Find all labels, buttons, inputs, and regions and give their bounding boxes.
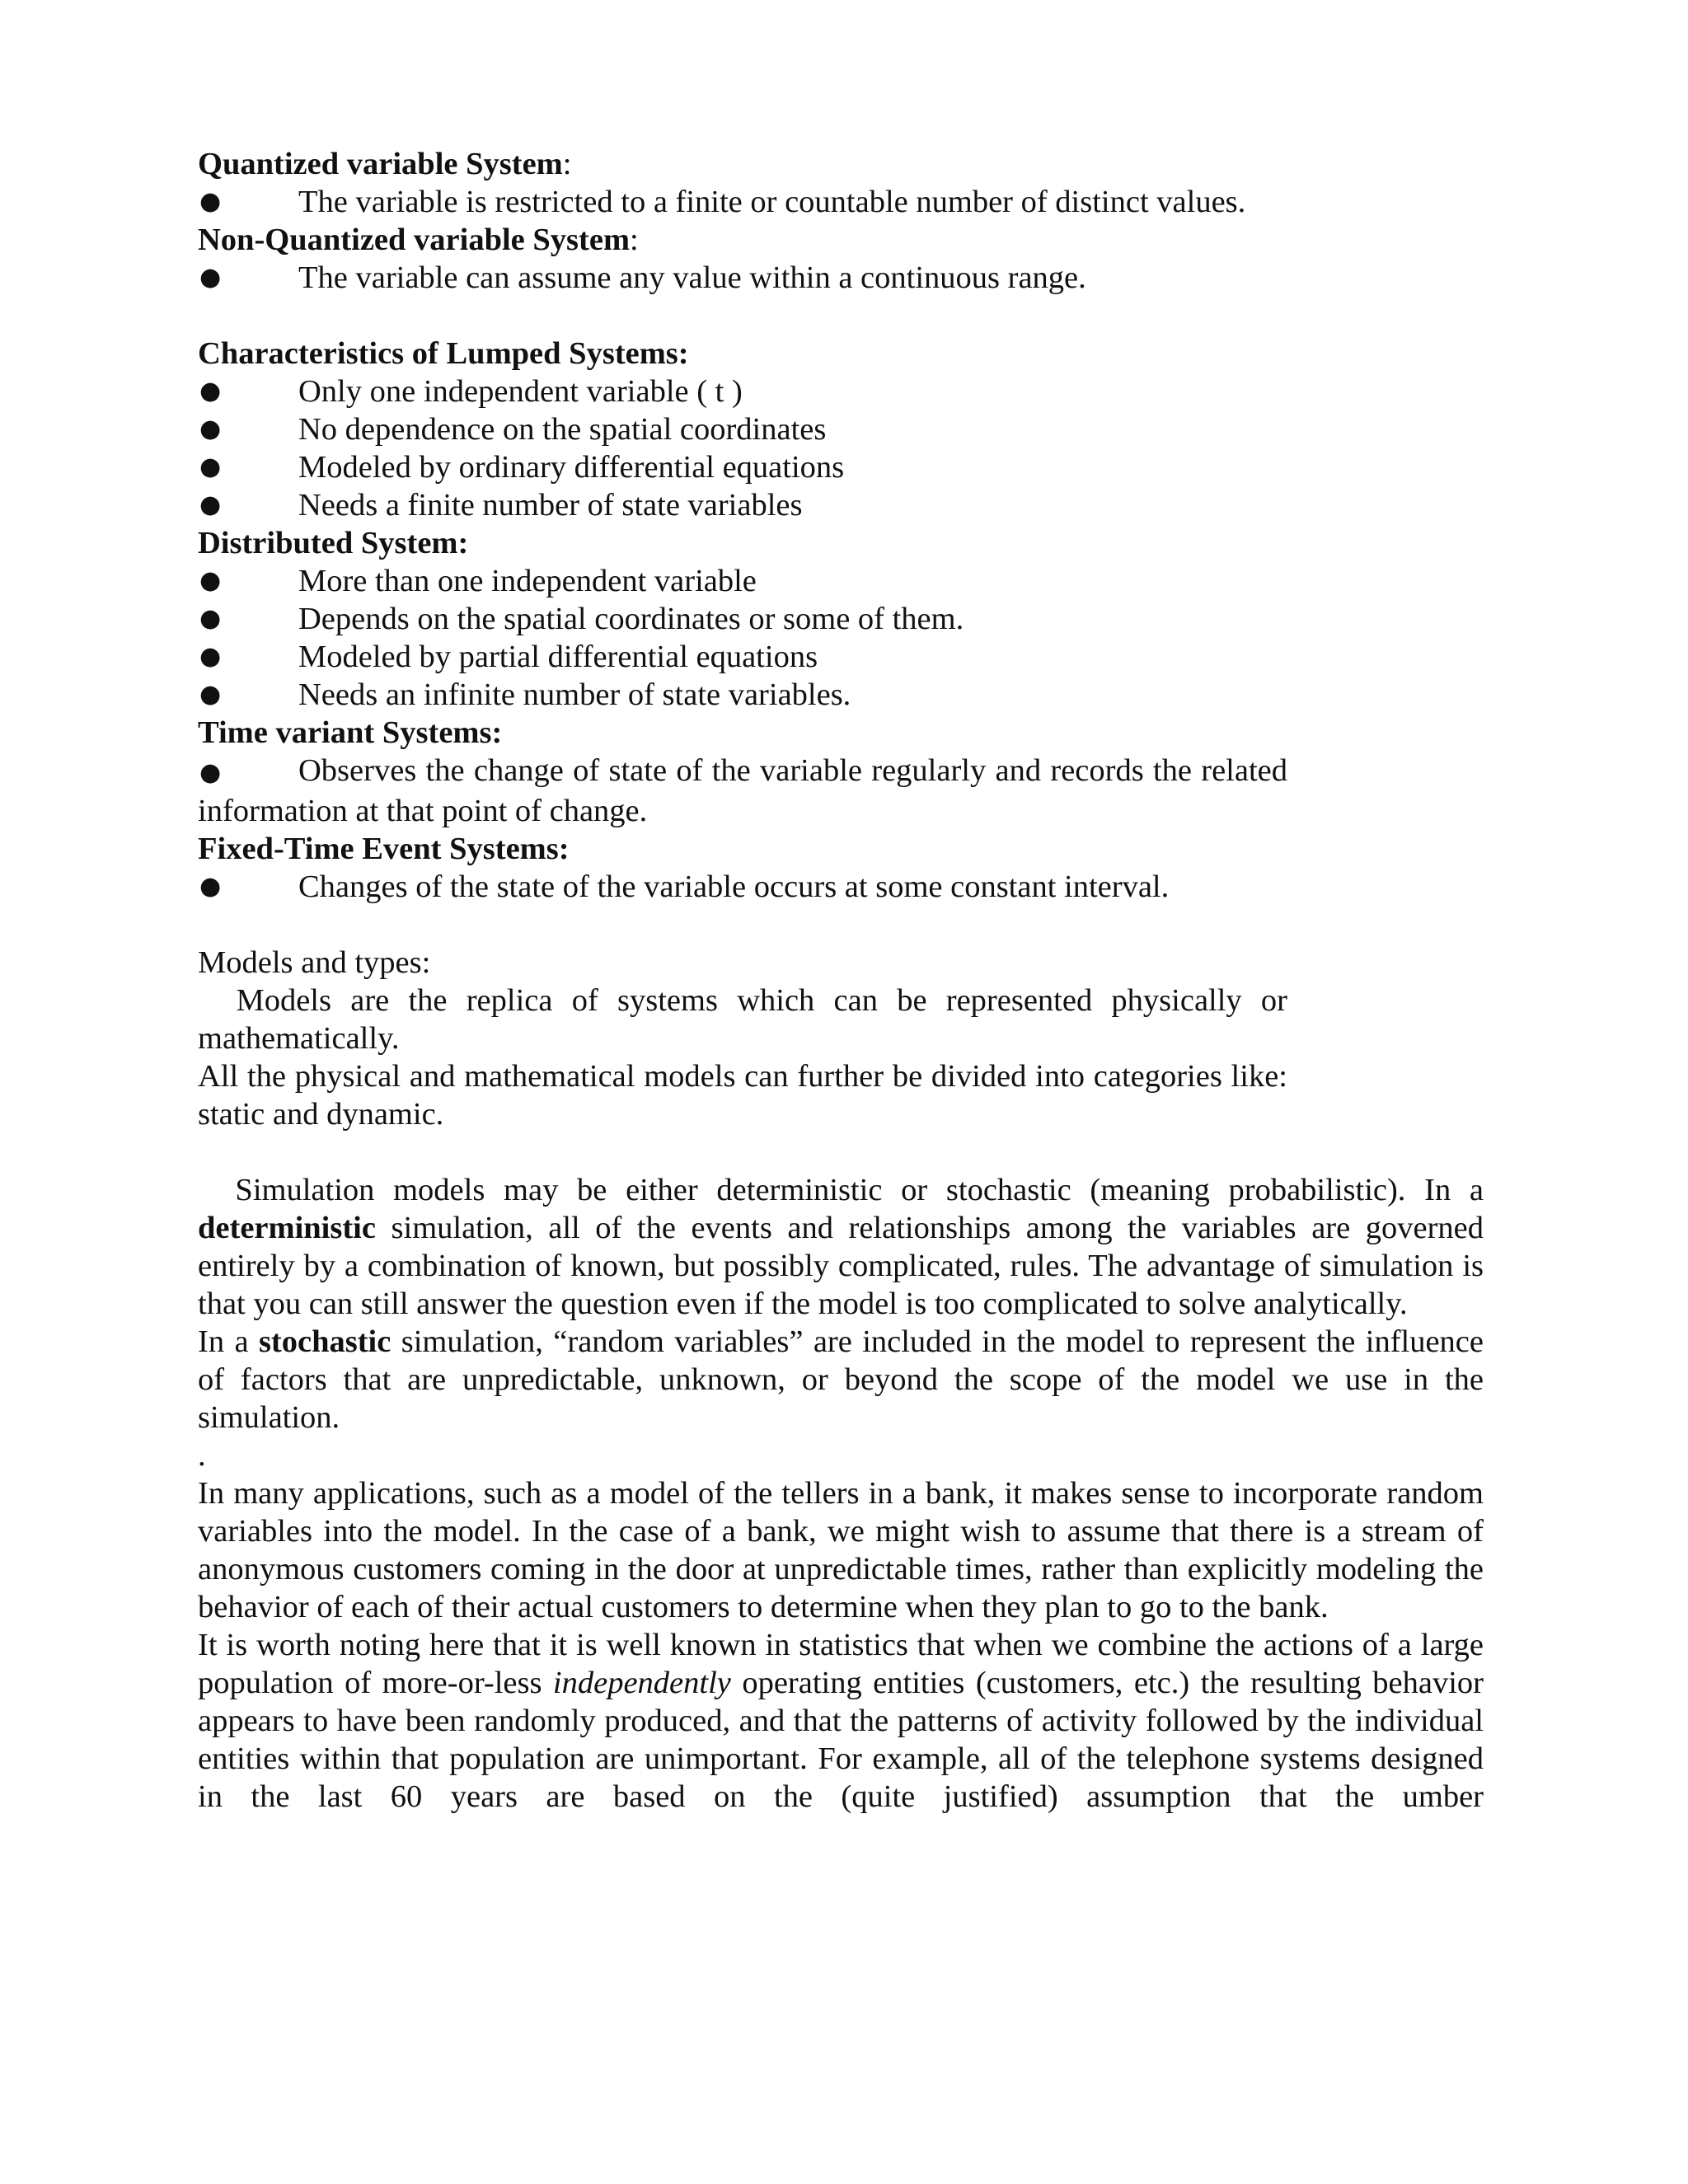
simulation-paragraph-4: It is worth noting here that it is well known in statistics that when we combine the actions of a large population of more-or-less independently operating entities (customers, etc.) the resulting behavior appears to have been randomly produced, and that the patterns of activity followed by the individual entities within that population are unimportant. For example, all of the telephone systems designed in the last 60 years are based on the (quite justified) assumption that the umber [198, 1628, 1484, 1814]
heading-lumped: Characteristics of Lumped Systems: [198, 336, 689, 371]
bullet-icon: ● [199, 452, 222, 481]
heading-fixed-time: Fixed-Time Event Systems: [198, 832, 570, 866]
list-item: ● Changes of the state of the variable occurs at some constant interval. [199, 869, 1170, 904]
bullet-icon: ● [199, 680, 222, 709]
models-paragraph-1: Models are the replica of systems which can be represented physically or mathematically. [198, 983, 1296, 1056]
models-title: Models and types: [198, 945, 431, 980]
list-item: ● Needs an infinite number of state variables. [199, 677, 851, 712]
bullet-icon: ● [199, 263, 222, 292]
bullet-icon: ● [199, 758, 222, 787]
list-item: ● Only one independent variable ( t ) [199, 374, 743, 409]
list-item: ● Modeled by ordinary differential equations [199, 450, 845, 485]
stray-dot: . [198, 1438, 206, 1473]
list-item: ● Modeled by partial differential equations [199, 640, 818, 674]
document-page [198, 145, 1492, 1816]
simulation-paragraph-2: In a stochastic simulation, “random variables” are included in the model to represent the influence of factors that are unpredictable, unknown, or beyond the scope of the model we use in the simulation. [198, 1324, 1484, 1435]
bullet-icon: ● [199, 377, 222, 405]
list-item: ● Needs a finite number of state variables [199, 488, 803, 523]
heading-distributed: Distributed System: [198, 526, 469, 560]
bullet-icon: ● [199, 187, 222, 216]
bullet-icon: ● [199, 642, 222, 671]
models-paragraph-2: All the physical and mathematical models can further be divided into categories like: static and dynamic. [198, 1059, 1287, 1132]
heading-quantized: Quantized variable System: [198, 147, 572, 181]
bullet-icon: ● [199, 872, 222, 901]
bullet-icon: ● [199, 604, 222, 633]
list-item: ● The variable can assume any value within a continuous range. [199, 260, 1086, 295]
heading-non-quantized: Non-Quantized variable System: [198, 223, 639, 257]
simulation-paragraph-3: In many applications, such as a model of the tellers in a bank, it makes sense to incorporate random variables into the model. In the case of a bank, we might wish to assume that there is a stream of anonymous customers coming in the door at unpredictable times, rather than explicitly modeling the behavior of each of their actual customers to determine when they plan to go to the bank. [198, 1476, 1484, 1624]
list-item: ● Observes the change of state of the variable regularly and records the related information at that point of change. [198, 753, 1287, 828]
bullet-icon: ● [199, 415, 222, 443]
list-item: ● Depends on the spatial coordinates or some of them. [199, 602, 964, 636]
simulation-paragraph-1: Simulation models may be either deterministic or stochastic (meaning probabilistic). In a deterministic simulation, all of the events and relationships among the variables are governed entirely by a combination of known, but possibly complicated, rules. The advantage of simulation is that you can still answer the question even if the model is too complicated to solve analytically. [198, 1173, 1492, 1321]
bullet-icon: ● [199, 490, 222, 519]
heading-time-variant: Time variant Systems: [198, 715, 503, 750]
list-item: ● More than one independent variable [199, 564, 757, 598]
list-item: ● The variable is restricted to a finite or countable number of distinct values. [199, 185, 1246, 219]
bullet-icon: ● [199, 566, 222, 595]
list-item: ● No dependence on the spatial coordinates [199, 412, 827, 447]
